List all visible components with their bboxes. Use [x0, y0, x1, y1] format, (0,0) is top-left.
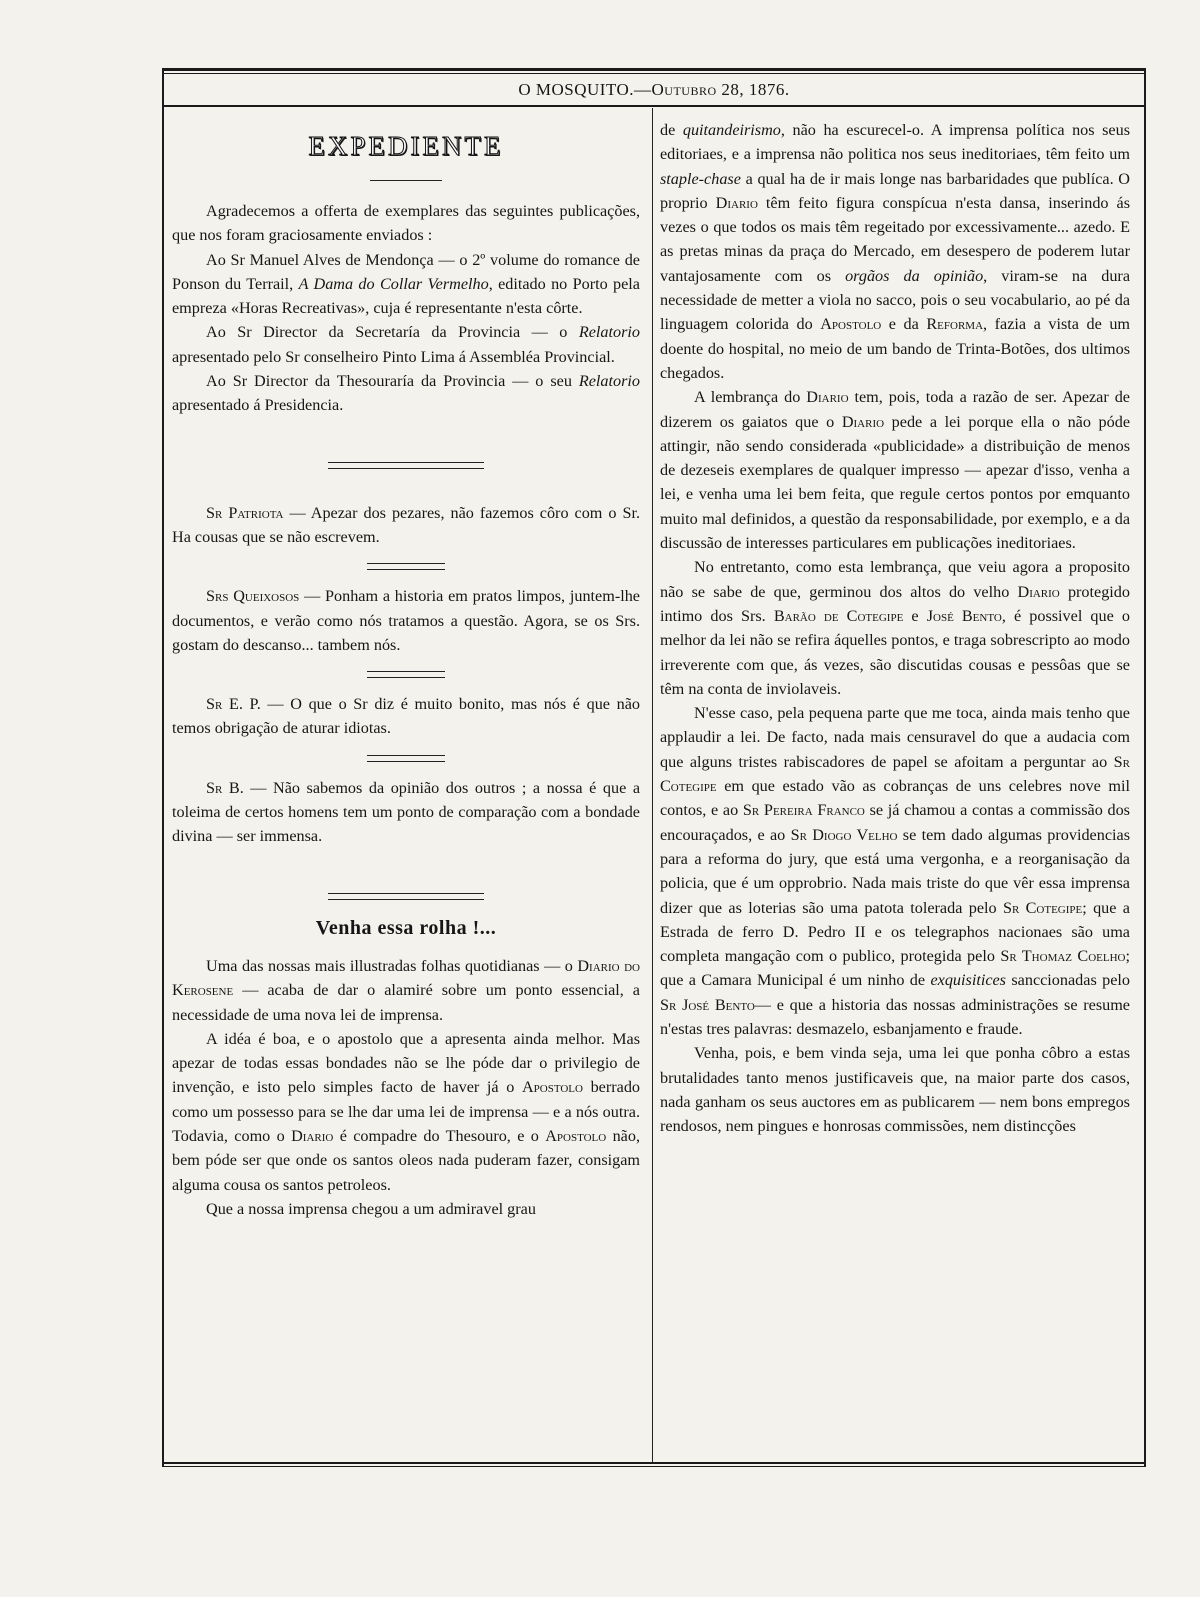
note-2: Srs Queixosos — Ponham a historia em pratos limpos, juntem-lhe documentos, e verão como nós tratamos a questão. Agora, se os Srs. gostam do descanso... tambem nós. — [172, 587, 640, 654]
double-rule — [367, 563, 445, 570]
header-date: 28, 1876. — [721, 80, 790, 99]
double-rule — [328, 462, 484, 469]
page-header — [164, 76, 1144, 104]
bottom-rule — [162, 1462, 1146, 1464]
header-dash: — — [634, 80, 652, 99]
note-1: Sr Patriota — Apezar dos pezares, não fazemos côro com o Sr. Ha cousas que se não escrevem. — [172, 503, 640, 546]
article-paragraph-3: Que a nossa imprensa chegou a um admiravel grau — [206, 1199, 536, 1218]
note-3: Sr E. P. — O que o Sr diz é muito bonito, mas nós é que não temos obrigação de aturar idiotas. — [172, 695, 640, 738]
article-paragraph-1: Uma das nossas mais illustradas folhas quotidianas — o Diario do Kerosene — acaba de dar o alamiré sobre um ponto essencial, a necessidade de uma nova lei de imprensa. — [172, 956, 640, 1024]
double-rule — [328, 893, 484, 900]
article-paragraph-2: A idéa é boa, e o apostolo que a apresenta ainda melhor. Mas apezar de todas essas bondades não se lhe póde dar o privilegio de invenção, e isto pelo simples facto de haver já o Apostolo berrado como um possesso para se lhe dar uma lei de imprensa — e a nós outra. Todavia, como o Diario é compadre do Thesouro, e o Apostolo não, bem póde ser que onde os santos oleos nada puderam fazer, consigam alguma cousa os santos petroleos. — [172, 1029, 641, 1194]
expediente-intro: Agradecemos a offerta de exemplares das seguintes publicações, que nos foram graciosamente enviados : — [172, 202, 640, 245]
right-paragraph-1: de quitandeirismo, não ha escurecel-o. A imprensa política nos seus editoriaes, e a imprensa não politica nos seus ineditoriaes, têm feito um staple-chase a qual ha de ir mais longe nas barbaridades que publíca. O proprio Diario têm feito figura conspícua n'esta dansa, inserindo ás vezes o que todos os mais têm regeitado por excessivamente... azedo. E as pretas minas da praça do Mercado, em desespero de poderem lutar vantajosamente com os orgãos da opinião, viram-se na dura necessidade de metter a viola no sacco, pois o seu vocabulario, ao pé da linguagem colorida do Apostolo e da Reforma, fazia a vista de um doente do hospital, no meio de um bando de Trinta-Botões, dos ultimos chegados. — [660, 121, 1131, 382]
left-column — [172, 118, 640, 1221]
note-4: Sr B. — Não sabemos da opinião dos outros ; a nossa é que a toleima de certos homens tem um ponto de comparação com a bondade divina — ser immensa. — [172, 778, 641, 846]
expediente-item-2: Ao Sr Director da Secretaría da Provincia — o Relatorio apresentado pelo Sr conselheiro Pinto Lima á Assembléa Provincial. — [172, 323, 640, 366]
double-rule — [367, 671, 445, 678]
double-rule — [367, 755, 445, 762]
right-paragraph-5: Venha, pois, e bem vinda seja, uma lei que ponha côbro a estas brutalidades tanto menos justificaveis que, na maior parte dos casos, nada ganham os seus auctores em as publicarem — nem bons empregos rendosos, nem pingues e honrosas commissões, nem distincções — [660, 1044, 1130, 1136]
bottom-rule-thin — [162, 1466, 1146, 1467]
right-paragraph-2: A lembrança do Diario tem, pois, toda a razão de ser. Apezar de dizerem os gaiatos que o Diario pede a lei porque ella o não póde attingir, não sendo considerada «publicidade» a distribuição de menos de dezeseis exemplares de qualquer impresso — apezar d'isso, venha a lei, e venha uma lei bem feita, que regule certos pontos por emquanto muito mal definidos, a questão da responsabilidade, por exemplo, e a da discussão de interesses particulares em publicações ineditoriaes. — [660, 388, 1131, 553]
section-title-expediente: EXPEDIENTE — [308, 131, 504, 161]
spacer — [172, 418, 640, 448]
right-paragraph-3: No entretanto, como esta lembrança, que veiu agora a proposito não se sabe de que, germinou dos altos do velho Diario protegido intimo dos Srs. Barão de Cotegipe e José Bento, é possivel que o melhor da lei não se refira áquelles pontos, e traga sobrescripto ao modo irreverente com que, ás vezes, são discutidas cousas e pessôas que se têm na conta de inviolaveis. — [660, 558, 1131, 698]
publication-name: O MOSQUITO. — [518, 80, 635, 99]
column-divider — [652, 108, 653, 1462]
header-month: Outubro — [651, 80, 717, 99]
expediente-item-1: Ao Sr Manuel Alves de Mendonça — o 2º volume do romance de Ponson du Terrail, A Dama do Collar Vermelho, editado no Porto pela empreza «Horas Recreativas», cuja é representante n'esta côrte. — [172, 250, 640, 318]
article-title: Venha essa rolha !... — [315, 916, 497, 939]
expediente-item-3: Ao Sr Director da Thesouraría da Provincia — o seu Relatorio apresentado á Presidencia. — [172, 372, 640, 415]
short-rule — [370, 180, 442, 181]
spacer — [172, 483, 640, 501]
spacer — [172, 849, 640, 879]
right-column — [660, 118, 1130, 1138]
right-paragraph-4: N'esse caso, pela pequena parte que me toca, ainda mais tenho que applaudir a lei. De facto, nada mais censuravel do que a audacia com que alguns tristes rabiscadores de papel se afoitam a perguntar ao Sr Cotegipe em que estado vão as cobranças de uns celebres nove mil contos, e ao Sr Pereira Franco se já chamou a contas a commissão dos encouraçados, e ao Sr Diogo Velho se tem dado algumas providencias para a reforma do jury, que está uma vergonha, e a reorganisação da policia, que é um opprobrio. Nada mais triste do que vêr essa imprensa dizer que as loterias são uma patota tolerada pelo Sr Cotegipe; que a Estrada de ferro D. Pedro II e os telegraphos nacionaes são uma completa mangação com o publico, protegida pelo Sr Thomaz Coelho; que a Camara Municipal é um ninho de exquisitices sanccionadas pelo Sr José Bento— e que a historia das nossas administrações se resume n'estas tres palavras: desmazelo, esbanjamento e fraude. — [660, 704, 1131, 1038]
header-rule — [164, 105, 1144, 107]
